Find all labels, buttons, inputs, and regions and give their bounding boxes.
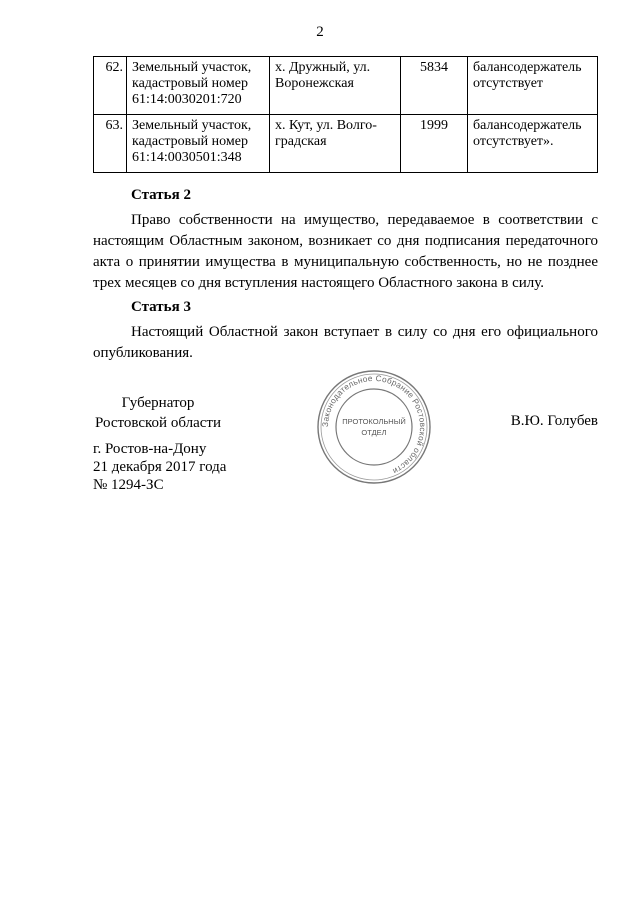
stamp-ring-text: Законодательное Собрание Ростовской области [320,373,428,476]
property-name: Земельный участок, кадастровый номер 61:14:0030201:720 [127,57,270,115]
property-name: Земельный участок, кадастровый номер 61:14:0030501:348 [127,115,270,173]
city: г. Ростов-на-Дону [93,441,207,457]
official-stamp [315,368,433,486]
property-holder: балансодержатель отсутствует». [468,115,598,173]
article-2-heading: Статья 2 [131,187,191,203]
signatory-name: В.Ю. Голубев [510,413,598,429]
article-3-text: Настоящий Областной закон вступает в силу со дня его официального опубликования. [93,324,598,361]
property-address: х. Кут, ул. Волго-градская [270,115,401,173]
signatory-title-line2: Ростовской области [95,415,221,431]
article-3-heading: Статья 3 [131,299,191,315]
date: 21 декабря 2017 года [93,459,227,475]
page-number: 2 [316,24,324,40]
law-number: № 1294-ЗС [93,477,164,493]
signatory-title [93,393,223,433]
signatory-title-line1: Губернатор [121,395,195,411]
place-date-number [93,440,226,494]
table-row [94,115,598,173]
property-table [93,56,598,173]
property-address: х. Дружный, ул. Воронежская [270,57,401,115]
row-number: 62. [94,57,127,115]
property-area: 1999 [401,115,468,173]
article-2-text: Право собственности на имущество, передаваемое в соответствии с настоящим Областным законом, возникает со дня подписания передаточного акта о принятии имущества в муниципальную собственность, но не позднее трех месяцев со дня вступления настоящего Областного закона в силу. [93,212,598,291]
stamp-center-line2: ОТДЕЛ [361,428,387,437]
stamp-center-line1: ПРОТОКОЛЬНЫЙ [342,417,406,426]
row-number: 63. [94,115,127,173]
table-row [94,57,598,115]
property-area: 5834 [401,57,468,115]
property-holder: балансодержатель отсутствует [468,57,598,115]
